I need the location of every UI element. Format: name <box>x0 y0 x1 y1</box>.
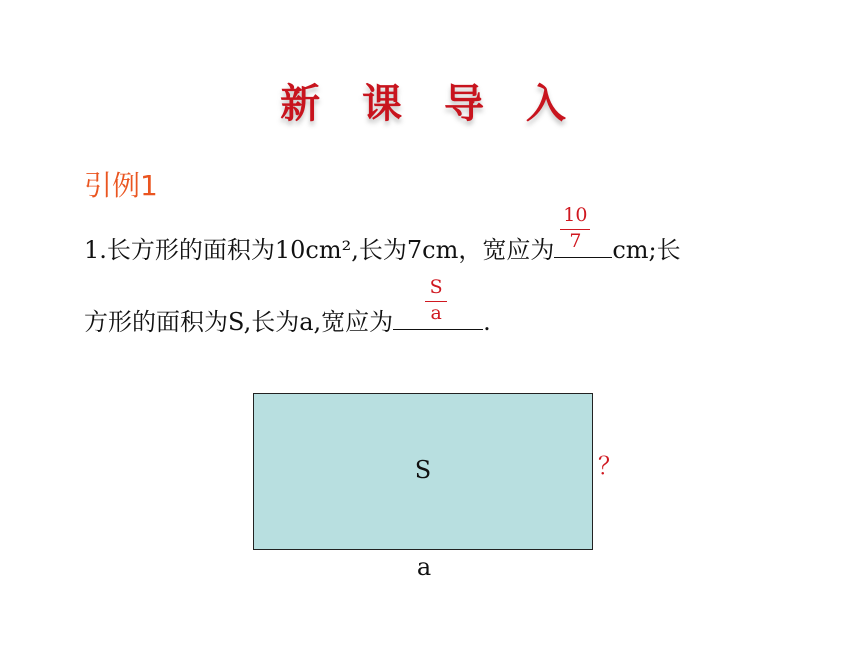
example-label: 引例1 <box>84 169 158 202</box>
problem-text-1b: cm;长 <box>612 236 681 264</box>
fraction-1-denominator: 7 <box>569 230 582 252</box>
width-question-mark: ？ <box>598 452 622 480</box>
answer-fraction-1 <box>560 206 590 251</box>
problem-text-1a: 1.长方形的面积为10cm²,长为7cm，宽应为 <box>84 236 555 264</box>
problem-text-2b: . <box>483 308 491 336</box>
rectangle-figure <box>253 393 593 550</box>
fraction-1-numerator: 10 <box>563 204 588 226</box>
area-label: S <box>414 456 432 484</box>
problem-text-2a: 方形的面积为S,长为a,宽应为 <box>84 308 394 336</box>
problem-line-2 <box>84 276 491 337</box>
problem-line-1 <box>84 204 681 265</box>
length-label: a <box>416 553 432 581</box>
fraction-2-denominator: a <box>430 302 442 324</box>
fraction-2-numerator: S <box>429 276 443 298</box>
answer-blank-2 <box>393 276 483 330</box>
answer-blank-1 <box>554 204 612 258</box>
page-title: 新 课 导 入 <box>280 81 580 127</box>
answer-fraction-2 <box>425 278 447 323</box>
